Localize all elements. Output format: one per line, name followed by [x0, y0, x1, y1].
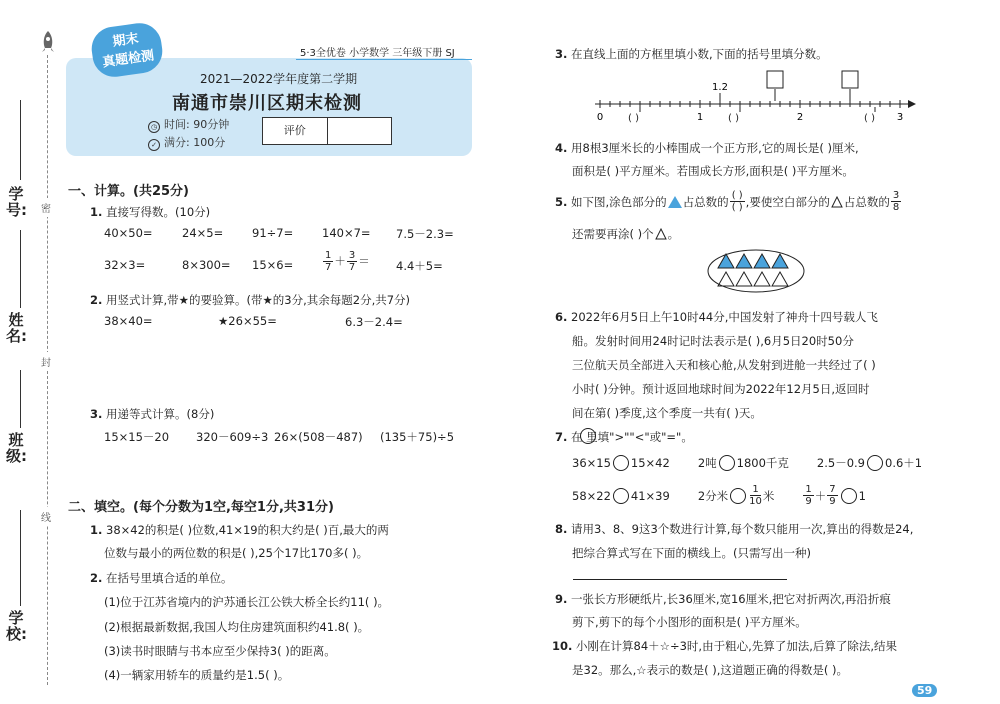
- evaluation-field[interactable]: [328, 118, 392, 144]
- numerator: 3: [348, 250, 356, 261]
- q1-item-5: 7.5－2.3=: [396, 227, 454, 241]
- tick-label-1: 1: [696, 112, 704, 123]
- question-text: 一张长方形硬纸片,长36厘米,宽16厘米,把它对折两次,再沿折痕: [571, 592, 891, 606]
- q5-text-c: ,要使空白部分的: [745, 194, 830, 209]
- student-number-label: 学号:: [6, 185, 27, 219]
- denominator-blank: ( ): [731, 202, 743, 213]
- sec2-q2-item-2: (2)根据最新数据,我国人均住房建筑面积约41.8( )。: [104, 620, 370, 634]
- section-2-heading: 二、填空。(每个分数为1空,每空1分,共31分): [68, 500, 334, 515]
- question-number: 4.: [555, 141, 568, 155]
- q3-item-3: 26×(508－487): [274, 430, 363, 444]
- sec2-q2-item-1: (1)位于江苏省境内的沪苏通长江公铁大桥全长约11( )。: [104, 595, 390, 609]
- numerator: 3: [892, 190, 900, 201]
- question-text: 在 里填">""<"或"="。: [571, 430, 693, 444]
- exam-title: 南通市崇川区期末检测: [172, 93, 362, 114]
- compare-circle[interactable]: [841, 488, 857, 504]
- q1-item-3: 91÷7=: [252, 226, 294, 240]
- label-1-2: 1.2: [712, 82, 728, 93]
- denominator: 9: [805, 496, 812, 507]
- q3-number-line-question: [555, 46, 828, 62]
- sec2-q2: [90, 570, 233, 586]
- q3-item-4: (135＋75)÷5: [380, 430, 455, 444]
- question-text: 用竖式计算,带★的要验算。(带★的3分,其余每题2分,共7分): [106, 293, 411, 307]
- badge-line-1: 期末: [111, 31, 140, 50]
- check-icon: ✓: [148, 139, 160, 151]
- compare-circle[interactable]: [613, 455, 629, 471]
- q5-text-e: 还需要再涂( )个: [572, 227, 654, 241]
- question-text: 用8根3厘米长的小棒围成一个正方形,它的周长是( )厘米,: [571, 141, 859, 155]
- term-label: 2021—2022学年度第二学期: [200, 72, 358, 86]
- bind-word-seal: 密: [41, 198, 51, 217]
- time-text: 时间: 90分钟: [164, 118, 230, 131]
- student-number-rule: [20, 100, 21, 180]
- badge-line-2: 真题检测: [101, 48, 156, 71]
- sec2-q2-item-3: (3)读书时眼睛与书本应至少保持3( )的距离。: [104, 644, 336, 658]
- page-number: 59: [912, 684, 937, 697]
- compare-right: 1: [858, 488, 866, 503]
- answer-fraction[interactable]: [730, 190, 745, 213]
- question-text: 在括号里填合适的单位。: [106, 571, 233, 585]
- question-text: 在直线上面的方框里填小数,下面的括号里填分数。: [571, 47, 828, 61]
- compare-right: 15×42: [630, 456, 670, 470]
- question-text: 请用3、8、9这3个数进行计算,每个数只能用一次,算出的得数是24,: [571, 522, 914, 536]
- q1-item-10: 4.4＋5=: [396, 259, 443, 273]
- equals-sign: ＝: [358, 254, 370, 268]
- compare-unit: 米: [762, 488, 775, 503]
- question-number: 10.: [552, 639, 573, 653]
- school-label: 学校:: [6, 609, 27, 643]
- blank-triangle-icon: [655, 228, 667, 240]
- q7-row2: [572, 484, 866, 507]
- compare-left: 2.5－0.9: [816, 456, 865, 470]
- numerator: 7: [829, 484, 836, 495]
- compare-right: 1800千克: [736, 456, 789, 470]
- question-number: 3.: [90, 407, 103, 421]
- paren-3: ( ): [864, 113, 875, 124]
- tick-label-3: 3: [896, 112, 904, 123]
- q1-item-7: 8×300=: [182, 258, 231, 272]
- question-number: 5.: [555, 194, 568, 209]
- fraction: [323, 250, 333, 273]
- q7-row1: [572, 455, 922, 471]
- q1-item-2: 24×5=: [182, 226, 224, 240]
- question-number: 3.: [555, 47, 568, 61]
- q10-line2: 是32。那么,☆表示的数是( ),这道题正确的得数是( )。: [572, 663, 849, 677]
- fraction-3-8: [891, 190, 901, 213]
- denominator: 8: [892, 202, 900, 213]
- q3-item-2: 320－609÷3: [196, 430, 269, 444]
- evaluation-box: [262, 117, 392, 145]
- question-number: 2.: [90, 571, 103, 585]
- q5-text-a: 如下图,涂色部分的: [571, 194, 667, 209]
- q1-item-8: 15×6=: [252, 258, 294, 272]
- q1-item-4: 140×7=: [322, 226, 371, 240]
- name-rule: [20, 230, 21, 308]
- triangle-ellipse-figure: [706, 248, 806, 294]
- q1-item-1: 40×50=: [104, 226, 153, 240]
- compare-right: 41×39: [630, 488, 670, 503]
- q4-line1: [555, 140, 859, 156]
- sec2-q1-line2: 位数与最小的两位数的积是( ),25个17比170多( )。: [104, 546, 369, 560]
- q1-item-6: 32×3=: [104, 258, 146, 272]
- evaluation-label: 评价: [263, 118, 328, 144]
- class-rule: [20, 370, 21, 428]
- tick-label-0: 0: [596, 112, 604, 123]
- fraction: [347, 250, 357, 273]
- sec2-q2-item-4: (4)一辆家用轿车的质量约是1.5( )。: [104, 668, 290, 682]
- question-number: 2.: [90, 293, 103, 307]
- sec1-q2: [90, 292, 410, 308]
- q6-line3: 三位航天员全部进入天和核心舱,从发射到进舱一共经过了( ): [572, 358, 876, 372]
- q5-text-f: 。: [667, 227, 680, 241]
- q6-line4: 小时( )分钟。预计返回地球时间为2022年12月5日,返回时: [572, 382, 870, 396]
- time-info: [148, 116, 229, 133]
- numerator: 1: [752, 484, 759, 495]
- score-info: [148, 134, 225, 151]
- q2-item-2: ★26×55=: [218, 314, 277, 328]
- tick-label-2: 2: [796, 112, 804, 123]
- paren-2: ( ): [728, 113, 739, 124]
- fraction-7-9: [827, 484, 837, 507]
- denominator: 9: [829, 496, 836, 507]
- series-rule: [296, 59, 472, 60]
- plus-sign: ＋: [814, 488, 827, 503]
- q5-line1: [555, 190, 902, 213]
- score-text: 满分: 100分: [164, 136, 226, 149]
- compare-left: 36×15: [572, 456, 611, 470]
- answer-line[interactable]: [573, 579, 787, 580]
- question-number: 8.: [555, 522, 568, 536]
- section-1-heading: 一、计算。(共25分): [68, 184, 189, 199]
- fraction-1-9: [803, 484, 813, 507]
- question-text: 用递等式计算。(8分): [106, 407, 215, 421]
- question-text: 直接写得数。(10分): [106, 205, 211, 219]
- q4-line2: 面积是( )平方厘米。若围成长方形,面积是( )平方厘米。: [572, 164, 854, 178]
- plus-sign: ＋: [334, 254, 346, 268]
- sec2-q1-line1: [90, 522, 389, 538]
- compare-right: 0.6＋1: [885, 456, 923, 470]
- q10-line1: [552, 638, 897, 654]
- q9-line1: [555, 591, 891, 607]
- question-number: 9.: [555, 592, 568, 606]
- q6-line1: [555, 309, 878, 325]
- fraction-1-10: [749, 484, 762, 507]
- q8-line2: 把综合算式写在下面的横线上。(只需写出一种): [572, 546, 811, 560]
- question-text: 2022年6月5日上午10时44分,中国发射了神舟十四号载人飞: [571, 310, 878, 324]
- q3-item-1: 15×15－20: [104, 430, 170, 444]
- denominator: 7: [348, 262, 356, 273]
- q5-line2: [572, 226, 679, 242]
- answer-box-2[interactable]: [842, 71, 858, 88]
- q5-text-b: 占总数的: [682, 194, 729, 209]
- q7-heading: [555, 429, 693, 445]
- blank-triangle-icon: [831, 196, 843, 208]
- rocket-icon: [38, 30, 58, 57]
- q5-text-d: 占总数的: [843, 194, 890, 209]
- sec1-q1: [90, 204, 210, 220]
- clock-icon: ◷: [148, 121, 160, 133]
- compare-circle[interactable]: [730, 488, 746, 504]
- class-label: 班级:: [6, 431, 27, 465]
- q8-line1: [555, 521, 913, 537]
- question-number: 7.: [555, 430, 568, 444]
- q2-item-1: 38×40=: [104, 314, 153, 328]
- question-text: 38×42的积是( )位数,41×19的积大约是( )百,最大的两: [106, 523, 389, 537]
- name-label: 姓名:: [6, 311, 27, 345]
- answer-box-1[interactable]: [767, 71, 783, 88]
- compare-left: 2吨: [697, 456, 717, 470]
- school-rule: [20, 510, 21, 606]
- question-number: 1.: [90, 205, 103, 219]
- bind-word-envelope: 封: [41, 352, 51, 371]
- q1-item-fraction-sum: [322, 250, 370, 273]
- numerator: 1: [805, 484, 812, 495]
- compare-left: 2分米: [697, 488, 729, 503]
- bind-word-line: 线: [41, 507, 51, 526]
- compare-circle[interactable]: [867, 455, 883, 471]
- q9-line2: 剪下,剪下的每个小图形的面积是( )平方厘米。: [572, 615, 807, 629]
- q2-item-3: 6.3－2.4=: [345, 315, 403, 329]
- numerator-blank: ( ): [731, 190, 743, 201]
- question-number: 6.: [555, 310, 568, 324]
- circle-icon: [580, 428, 596, 444]
- compare-left: 58×22: [572, 488, 611, 503]
- shaded-triangle-icon: [668, 196, 682, 208]
- sec1-q3: [90, 406, 214, 422]
- question-number: 1.: [90, 523, 103, 537]
- q6-line2: 船。发射时间用24时记时法表示是( ),6月5日20时50分: [572, 334, 854, 348]
- denominator: 7: [325, 262, 332, 273]
- series-info: 5·3全优卷 小学数学 三年级下册 SJ: [300, 48, 455, 59]
- paren-1: ( ): [628, 113, 639, 124]
- question-text: 小刚在计算84＋☆÷3时,由于粗心,先算了加法,后算了除法,结果: [576, 639, 898, 653]
- compare-circle[interactable]: [719, 455, 735, 471]
- denominator: 10: [749, 496, 762, 507]
- q6-line5: 间在第( )季度,这个季度一共有( )天。: [572, 406, 762, 420]
- numerator: 1: [325, 250, 332, 261]
- compare-circle[interactable]: [613, 488, 629, 504]
